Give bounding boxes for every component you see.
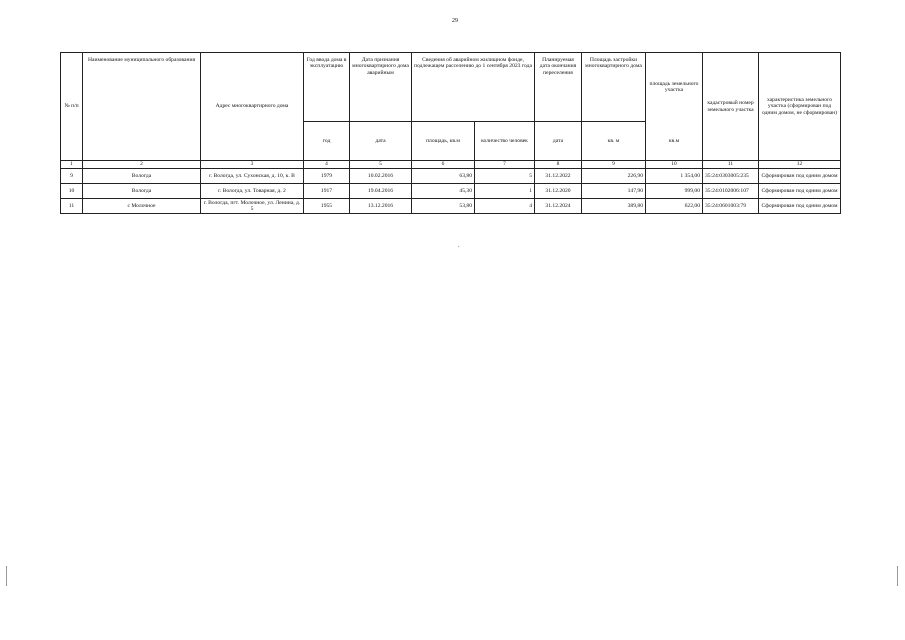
row-people: 5 [475,169,535,184]
row-people: 1 [475,184,535,199]
row-planned-date: 31.12.2020 [535,184,582,199]
row-build-area: 226,90 [582,169,646,184]
row-municipality: Вологда [83,169,201,184]
scan-margin-mark-left [6,566,7,586]
row-year: 1917 [304,184,350,199]
column-number: 4 [304,161,350,169]
row-planned-date: 31.12.2024 [535,199,582,214]
column-number: 2 [83,161,201,169]
subheader-land-area: кв.м [646,122,703,161]
header-row [61,53,841,122]
table-row [61,169,841,184]
table-row [61,199,841,214]
row-land-area: 999,00 [646,184,703,199]
row-land-area: 622,00 [646,199,703,214]
column-number: 5 [350,161,412,169]
header-cadastral: кадастровый номер земельного участка [703,53,759,161]
row-cadastral: 35:24:0303005:235 [703,169,759,184]
row-cadastral: 35:24:0102006:107 [703,184,759,199]
row-recognized-date: 19.04.2016 [350,184,412,199]
housing-table [60,52,841,214]
column-number: 6 [412,161,475,169]
header-planned-date: Планируемая дата окончания переселения [535,53,582,122]
header-land-area: площадь земельного участка [646,53,703,122]
column-number: 12 [759,161,841,169]
row-area: 63,80 [412,169,475,184]
column-numbers-row [61,161,841,169]
header-year: Год ввода дома в эксплуатацию [304,53,350,122]
row-area: 53,80 [412,199,475,214]
row-num: 9 [61,169,83,184]
row-year: 1979 [304,169,350,184]
subheader-planned: дата [535,122,582,161]
column-number: 11 [703,161,759,169]
subheader-date: дата [350,122,412,161]
row-land-status: Сформирован под одним домом [759,169,841,184]
row-land-area: 1 354,00 [646,169,703,184]
row-recognized-date: 10.02.2016 [350,169,412,184]
row-address: г. Вологда, ул. Товарная, д. 2 [201,184,304,199]
subheader-area: площадь, кв.м [412,122,475,161]
page-number: 29 [452,18,458,24]
subheader-build-area: кв. м [582,122,646,161]
row-land-status: Сформирован под одним домом [759,184,841,199]
column-number: 1 [61,161,83,169]
subheader-year: год [304,122,350,161]
row-planned-date: 31.12.2022 [535,169,582,184]
row-cadastral: 35:24:0601003:79 [703,199,759,214]
row-address: г. Вологда, ул. Сухонская, д. 10, к. В [201,169,304,184]
row-land-status: Сформирован под одним домом [759,199,841,214]
table-row [61,184,841,199]
header-address: Адрес многоквартирного дома [201,53,304,161]
row-people: 4 [475,199,535,214]
header-municipality: Наименование муниципального образования [83,53,201,161]
row-municipality: с Молочное [83,199,201,214]
header-build-area: Площадь застройки многоквартирного дома [582,53,646,122]
row-area: 45,30 [412,184,475,199]
column-number: 3 [201,161,304,169]
header-land-status: характеристика земельного участка (сформирован под одним домом, не сформирован) [759,53,841,161]
header-recognized: Дата признания многоквартирного дома аварийным [350,53,412,122]
row-year: 1955 [304,199,350,214]
row-municipality: Вологда [83,184,201,199]
row-address: г. Вологда, пгт. Молочное, ул. Ленина, д. 5 [201,199,304,214]
column-number: 7 [475,161,535,169]
column-number: 9 [582,161,646,169]
subheader-people: количество человек [475,122,535,161]
row-num: 10 [61,184,83,199]
scan-margin-mark-right [897,566,898,586]
row-recognized-date: 13.12.2016 [350,199,412,214]
column-number: 8 [535,161,582,169]
header-emergency-fund: Сведения об аварийном жилищном фонде, подлежащем расселению до 1 сентября 2023 года [412,53,535,122]
row-build-area: 147,90 [582,184,646,199]
row-num: 11 [61,199,83,214]
column-number: 10 [646,161,703,169]
footer-mark: . [458,243,460,249]
header-num: № п/п [61,53,83,161]
row-build-area: 389,80 [582,199,646,214]
